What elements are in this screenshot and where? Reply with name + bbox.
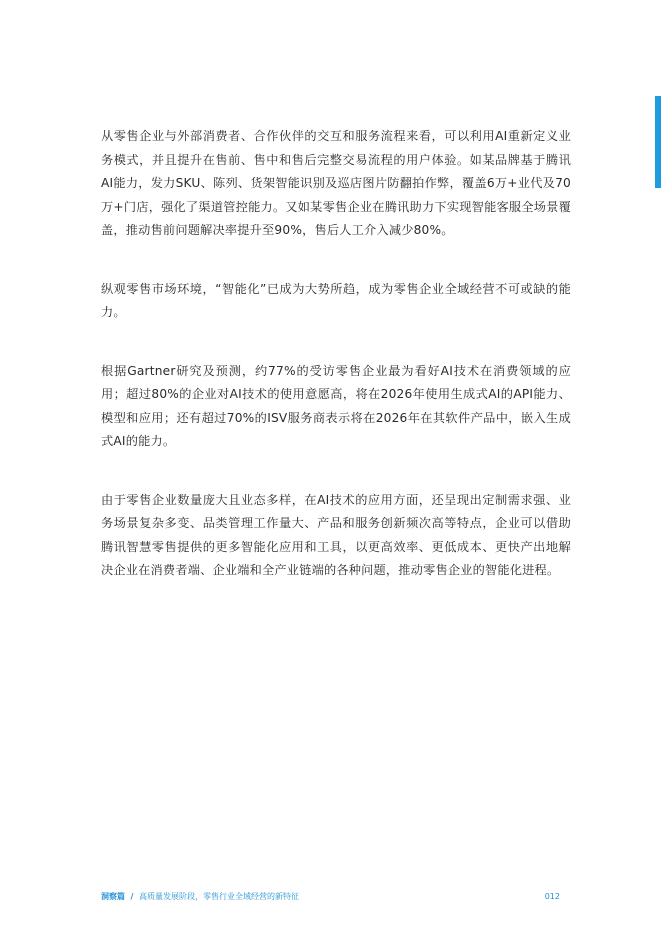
paragraph-3: 根据Gartner研究及预测，约77%的受访零售企业最为看好AI技术在消费领域的应用；超过80%的企业对AI技术的使用意愿高，将在2026年使用生成式AI的API能力、模型和应用；还有超过70%的ISV服务商表示将在2026年在其软件产品中，嵌入生成式AI的能力。	[101, 363, 571, 448]
footer-breadcrumb	[101, 890, 299, 904]
page-number: 012	[544, 892, 560, 901]
footer-section-label: 洞察篇	[101, 892, 125, 901]
page-footer	[101, 890, 560, 904]
paragraph-1: 从零售企业与外部消费者、合作伙伴的交互和服务流程来看，可以利用AI重新定义业务模式，并且提升在售前、售中和售后完整交易流程的用户体验。如某品牌基于腾讯AI能力，发力SKU、陈列、货架智能识别及巡店图片防翻拍作弊，覆盖6万+业代及70万+门店，强化了渠道管控能力。又如某零售企业在腾讯助力下实现智能客服全场景覆盖，推动售前问题解决率提升至90%，售后人工介入减少80%。	[101, 129, 571, 237]
page-accent-bar	[655, 96, 661, 188]
paragraph-2: 纵观零售市场环境，“智能化”已成为大势所趋，成为零售企业全域经营不可或缺的能力。	[101, 281, 571, 319]
footer-separator: /	[130, 892, 134, 901]
main-content	[101, 125, 571, 618]
footer-chapter-title: 高质量发展阶段，零售行业全域经营的新特征	[139, 892, 300, 901]
paragraph-4: 由于零售企业数量庞大且业态多样，在AI技术的应用方面，还呈现出定制需求强、业务场景复杂多变、品类管理工作量大、产品和服务创新频次高等特点，企业可以借助腾讯智慧零售提供的更多智能化应用和工具，以更高效率、更低成本、更快产出地解决企业在消费者端、企业端和全产业链端的各种问题，推动零售企业的智能化进程。	[101, 492, 571, 577]
